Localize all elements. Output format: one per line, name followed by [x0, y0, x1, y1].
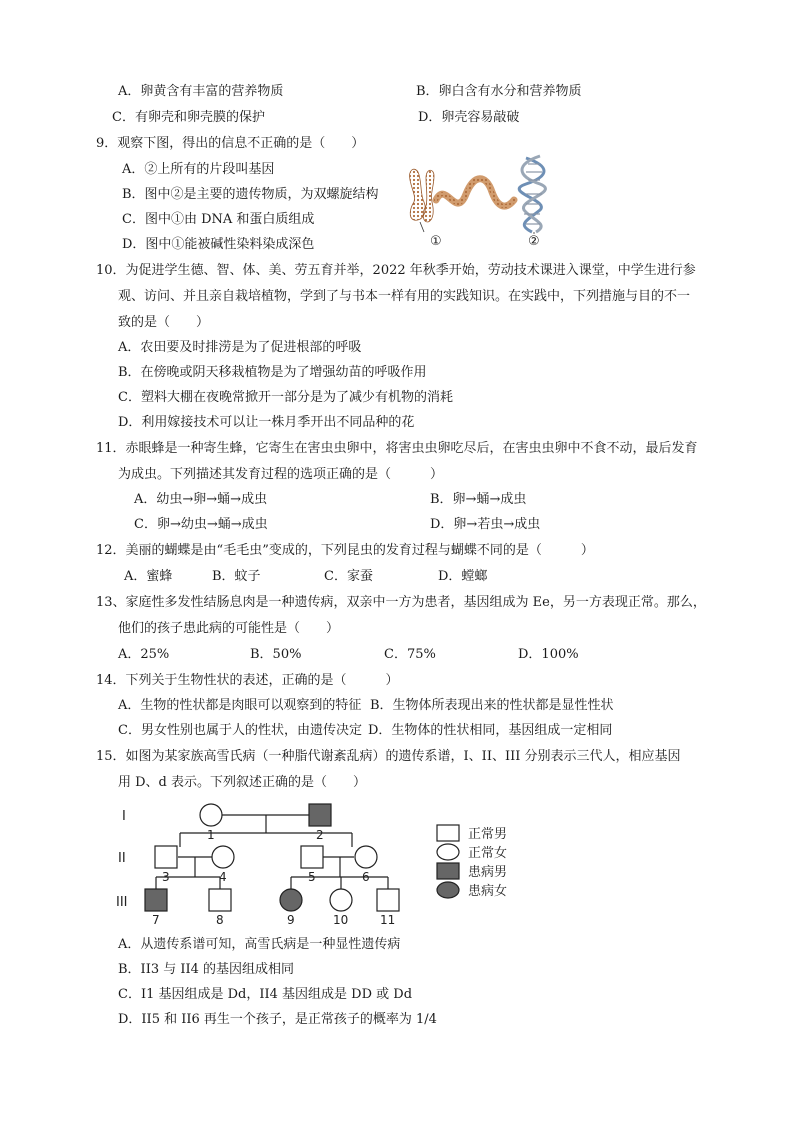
individual-10-normal-female [330, 889, 352, 911]
label-1: ① [430, 234, 442, 249]
q14-option-a: A．生物的性状都是肉眼可以观察到的特征 [118, 698, 362, 713]
individual-number-6: 6 [362, 870, 370, 884]
individual-number-3: 3 [162, 870, 170, 884]
individual-6-normal-female [355, 846, 377, 868]
q15-stem-line2: 用 D、d 表示。下列叙述正确的是（ ） [118, 775, 367, 790]
q15-option-a: A．从遗传系谱可知，高雪氏病是一种显性遗传病 [118, 937, 401, 952]
individual-9-affected-female [280, 889, 302, 911]
q10-stem-line3: 致的是（ ） [118, 315, 210, 330]
q8-option-b: B．卵白含有水分和营养物质 [416, 84, 582, 99]
q9-option-b: B．图中②是主要的遗传物质，为双螺旋结构 [122, 187, 379, 202]
individual-5-normal-male [301, 846, 323, 868]
q15-stem-line1: 15．如图为某家族高雪氏病（一种脂代谢紊乱病）的遗传系谱，I、II、III 分别表示三代人，相应基因 [96, 749, 681, 764]
legend-normal-male: 正常男 [468, 827, 508, 842]
q13-option-b: B．50% [250, 647, 302, 662]
individual-number-4: 4 [219, 870, 227, 884]
q11-option-b: B．卵→蛹→成虫 [430, 492, 527, 507]
individual-number-11: 11 [380, 913, 396, 925]
individual-1-normal-female [200, 804, 222, 826]
q10-option-c: C．塑料大棚在夜晚常掀开一部分是为了减少有机物的消耗 [118, 390, 453, 405]
q9-option-d: D．图中①能被碱性染料染成深色 [122, 237, 315, 252]
individual-2-affected-male [309, 804, 331, 826]
individual-8-normal-male [209, 889, 231, 911]
individual-number-1: 1 [207, 828, 215, 842]
q13-stem-line2: 他们的孩子患此病的可能性是（ ） [118, 621, 340, 636]
q12-option-a: A．蜜蜂 [124, 569, 173, 584]
q9-stem: 9．观察下图，得出的信息不正确的是（ ） [96, 136, 365, 151]
individual-11-normal-male [377, 889, 399, 911]
pedigree-legend [437, 825, 507, 899]
q12-option-b: B．蚊子 [212, 569, 261, 584]
q11-option-d: D．卵→若虫→成虫 [430, 517, 541, 532]
individual-number-9: 9 [287, 913, 295, 925]
q13-option-a: A．25% [118, 647, 170, 662]
legend-affected-male: 患病男 [468, 865, 508, 880]
q11-stem-line2: 为成虫。下列描述其发育过程的选项正确的是（ ） [118, 467, 444, 482]
q13-stem-line1: 13、家庭性多发性结肠息肉是一种遗传病，双亲中一方为患者，基因组成为 Ee，另一方表现正常。那么， [96, 595, 706, 610]
dna-helix-icon [519, 156, 545, 232]
individual-number-5: 5 [308, 870, 316, 884]
legend-affected-female: 患病女 [468, 884, 508, 899]
q13-option-d: D．100% [518, 647, 579, 662]
q10-option-d: D．利用嫁接技术可以让一株月季开出不同品种的花 [118, 415, 415, 430]
q10-option-b: B．在傍晚或阴天移栽植物是为了增强幼苗的呼吸作用 [118, 365, 427, 380]
q14-option-d: D．生物体的性状相同，基因组成一定相同 [368, 723, 613, 738]
individual-number-10: 10 [333, 913, 349, 925]
q11-option-c: C．卵→幼虫→蛹→成虫 [134, 517, 268, 532]
individual-number-2: 2 [316, 828, 324, 842]
q10-stem-line1: 10．为促进学生德、智、体、美、劳五育并举，2022 年秋季开始，劳动技术课进入课堂，中学生进行参 [96, 263, 696, 278]
q8-option-d: D．卵壳容易敲破 [418, 110, 520, 125]
individual-3-normal-male [155, 846, 177, 868]
q13-option-c: C．75% [384, 647, 436, 662]
q12-stem: 12．美丽的蝴蝶是由“毛毛虫”变成的，下列昆虫的发育过程与蝴蝶不同的是（ ） [96, 543, 594, 558]
q10-option-a: A．农田要及时排涝是为了促进根部的呼吸 [118, 340, 362, 355]
q9-option-c: C．图中①由 DNA 和蛋白质组成 [122, 212, 315, 227]
q9-option-a: A．②上所有的片段叫基因 [122, 162, 275, 177]
q11-stem-line1: 11．赤眼蜂是一种寄生蜂，它寄生在害虫虫卵中，将害虫虫卵吃尽后，在害虫虫卵中不食不动，最后发育 [96, 441, 698, 456]
individual-number-8: 8 [216, 913, 224, 925]
label-2: ② [528, 234, 540, 249]
generation-label-ii: II [118, 851, 126, 866]
q15-option-b: B．II3 与 II4 的基因组成相同 [118, 962, 295, 977]
chromosome-icon [410, 169, 434, 222]
q14-option-c: C．男女性别也属于人的性状，由遗传决定 [118, 723, 362, 738]
q15-option-d: D．II5 和 II6 再生一个孩子，是正常孩子的概率为 1/4 [118, 1012, 437, 1027]
q8-option-c: C．有卵壳和卵壳膜的保护 [112, 110, 265, 125]
q14-stem: 14．下列关于生物性状的表述，正确的是（ ） [96, 673, 399, 688]
q10-stem-line2: 观、访问、并且亲自栽培植物，学到了与书本一样有用的实践知识。在实践中，下列措施与目的不一 [118, 289, 691, 304]
pedigree-chart [110, 795, 550, 925]
individual-4-normal-female [212, 846, 234, 868]
generation-label-iii: III [116, 895, 128, 910]
legend-normal-female: 正常女 [468, 846, 508, 861]
individual-7-affected-male [145, 889, 167, 911]
individual-number-7: 7 [152, 913, 160, 925]
q14-option-b: B．生物体所表现出来的性状都是显性性状 [370, 698, 614, 713]
q12-option-d: D．螳螂 [438, 569, 488, 584]
q8-option-a: A．卵黄含有丰富的营养物质 [118, 84, 284, 99]
q15-option-c: C．I1 基因组成是 Dd，II4 基因组成是 DD 或 Dd [118, 987, 413, 1002]
q11-option-a: A．幼虫→卵→蛹→成虫 [134, 492, 268, 507]
q12-option-c: C．家蚕 [324, 569, 373, 584]
generation-label-i: I [122, 809, 126, 824]
chromosome-dna-figure [400, 150, 560, 255]
